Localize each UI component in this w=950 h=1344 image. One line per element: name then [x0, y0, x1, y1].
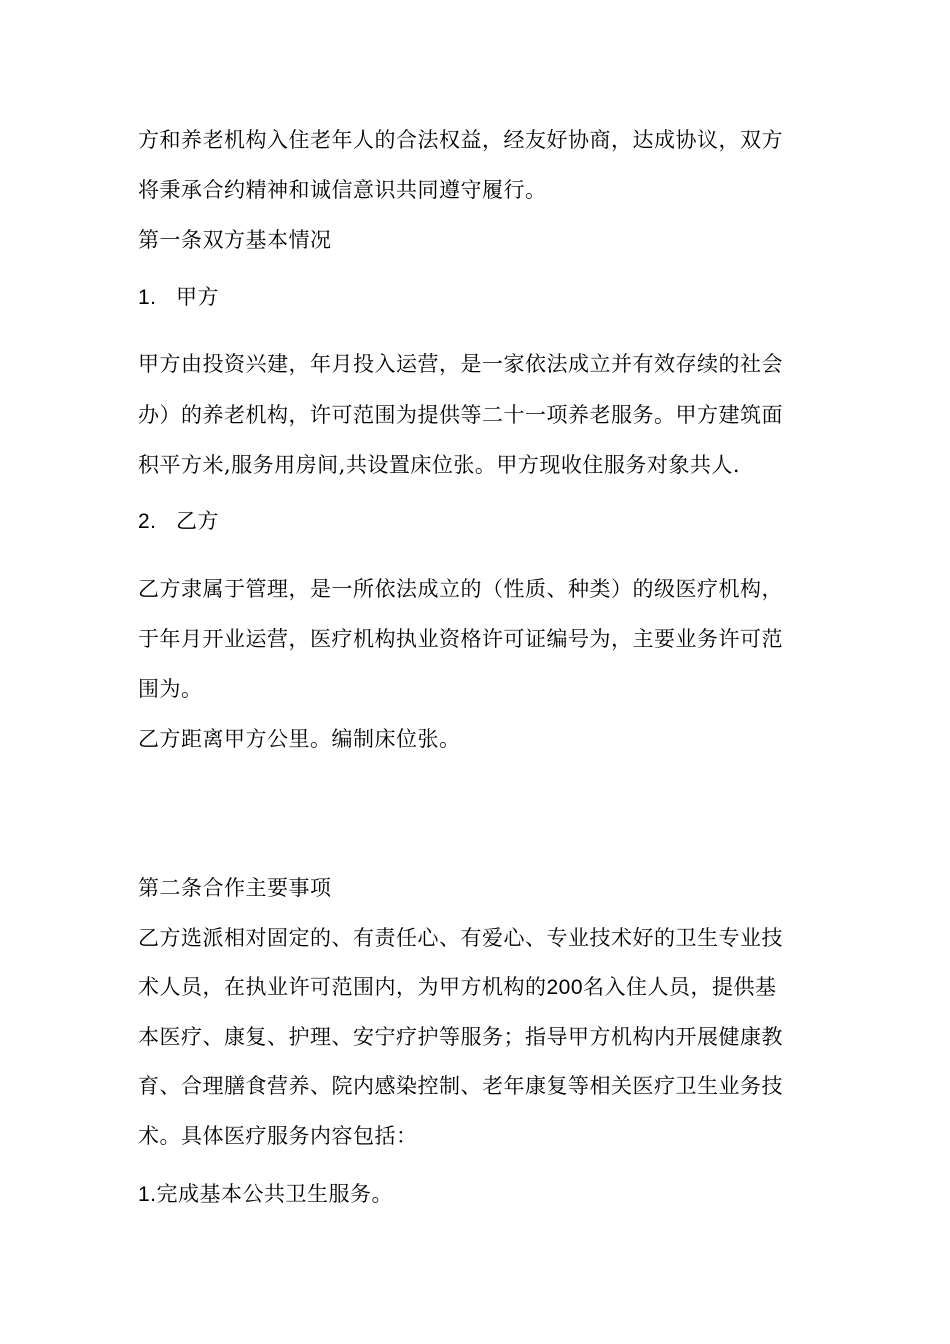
article-2-line-2-post: 名入住人员，提供基: [583, 975, 777, 999]
party-b-line-3: 围为。: [138, 677, 203, 701]
article-1-heading: 第一条双方基本情况: [138, 228, 332, 252]
party-b-line-2: 于年月开业运营，医疗机构执业资格许可证编号为，主要业务许可范: [138, 627, 783, 651]
service-item-1-text: 完成基本公共卫生服务。: [156, 1182, 394, 1206]
article-2-line-3: 本医疗、康复、护理、安宁疗护等服务；指导甲方机构内开展健康教: [138, 1025, 783, 1049]
party-b-line-1: 乙方隶属于管理，是一所依法成立的（性质、种类）的级医疗机构，: [138, 577, 783, 601]
article-2-line-4: 育、合理膳食营养、院内感染控制、老年康复等相关医疗卫生业务技: [138, 1074, 783, 1098]
article-2-line-2-pre: 术人员，在执业许可范围内，为甲方机构的: [138, 975, 547, 999]
party-a-heading: [138, 284, 828, 311]
article-2-line-5: 术。具体医疗服务内容包括：: [138, 1124, 418, 1148]
resident-count: 200: [546, 976, 584, 999]
party-a-line-3: 积平方米,服务用房间,共设置床位张。甲方现收住服务对象共人.: [138, 453, 741, 477]
article-2-line-1: 乙方选派相对固定的、有责任心、有爱心、专业技术好的卫生专业技: [138, 926, 783, 950]
article-2-heading: 第二条合作主要事项: [138, 876, 332, 900]
intro-line-1: 方和养老机构入住老年人的合法权益，经友好协商，达成协议，双方: [138, 128, 783, 152]
party-b-heading: [138, 508, 828, 535]
party-b-number: 2.: [138, 510, 157, 533]
party-a-line-1: 甲方由投资兴建，年月投入运营，是一家依法成立并有效存续的社会: [138, 352, 783, 376]
party-a-number: 1.: [138, 286, 157, 309]
party-b-label: 乙方: [176, 509, 219, 533]
service-item-1-number: 1.: [138, 1183, 157, 1206]
party-a-label: 甲方: [176, 285, 219, 309]
service-item-1: [138, 1181, 828, 1208]
intro-line-2: 将秉承合约精神和诚信意识共同遵守履行。: [138, 178, 547, 202]
article-2-line-2: [138, 974, 828, 1001]
party-a-line-2: 办）的养老机构，许可范围为提供等二十一项养老服务。甲方建筑面: [138, 403, 783, 427]
party-b-line-4: 乙方距离甲方公里。编制床位张。: [138, 727, 461, 751]
